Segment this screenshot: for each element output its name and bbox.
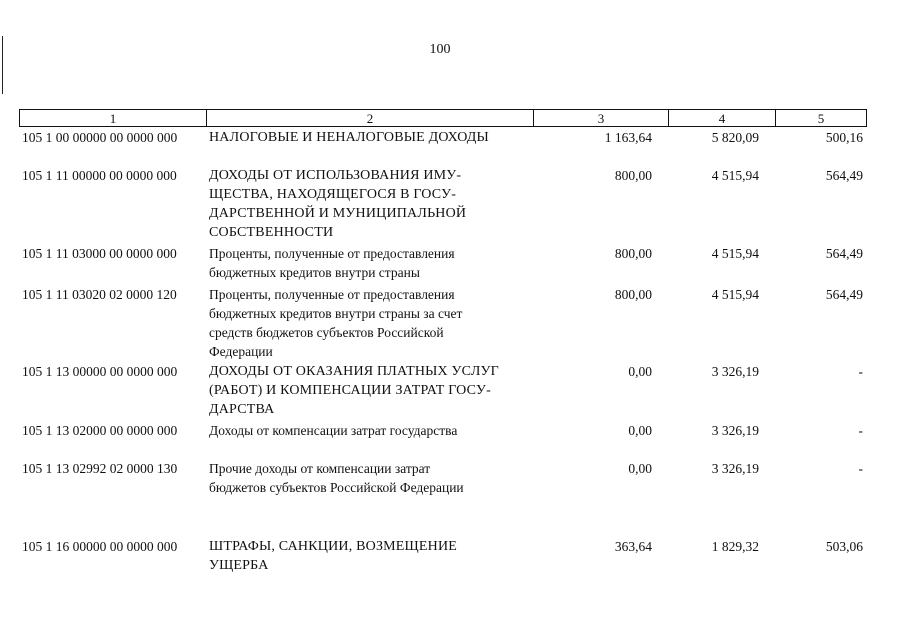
value-col-4: 3 326,19: [711, 423, 759, 438]
budget-code: 105 1 13 02992 02 0000 130: [22, 461, 178, 476]
header-col-5: 5: [776, 110, 867, 127]
revenue-name-line: бюджетов субъектов Российской Федерации: [209, 480, 464, 495]
value-col-3: 1 163,64: [604, 130, 652, 145]
value-col-3: 800,00: [614, 287, 652, 302]
header-col-4: 4: [669, 110, 776, 127]
revenue-name-line: средств бюджетов субъектов Российской: [209, 325, 444, 340]
value-col-5: -: [858, 461, 863, 476]
revenue-name-line: (РАБОТ) И КОМПЕНСАЦИИ ЗАТРАТ ГОСУ-: [209, 383, 491, 398]
budget-code: 105 1 13 00000 00 0000 000: [22, 364, 178, 379]
value-col-3: 0,00: [628, 364, 652, 379]
revenue-name-line: ШТРАФЫ, САНКЦИИ, ВОЗМЕЩЕНИЕ: [209, 539, 458, 554]
revenue-name: [209, 285, 529, 361]
revenue-name-line: Федерации: [209, 344, 273, 359]
value-col-4: 3 326,19: [711, 364, 759, 379]
page-number: 100: [429, 42, 451, 57]
revenue-name: [209, 537, 529, 575]
value-col-5: -: [858, 364, 863, 379]
revenue-name-line: УЩЕРБА: [209, 558, 269, 573]
value-col-3: 363,64: [614, 539, 652, 554]
revenue-name-line: НАЛОГОВЫЕ И НЕНАЛОГОВЫЕ ДОХОДЫ: [209, 130, 489, 145]
revenue-name-line: ДАРСТВЕННОЙ И МУНИЦИПАЛЬНОЙ: [209, 206, 467, 221]
revenue-name-line: Проценты, полученные от предоставления: [209, 246, 455, 261]
budget-code: 105 1 16 00000 00 0000 000: [22, 539, 178, 554]
budget-code: 105 1 13 02000 00 0000 000: [22, 423, 178, 438]
value-col-5: 564,49: [825, 246, 863, 261]
header-col-3: 3: [534, 110, 669, 127]
value-col-4: 4 515,94: [711, 246, 759, 261]
revenue-name-line: ЩЕСТВА, НАХОДЯЩЕГОСЯ В ГОСУ-: [209, 187, 457, 202]
revenue-name: [209, 362, 529, 419]
value-col-3: 800,00: [614, 246, 652, 261]
value-col-5: -: [858, 423, 863, 438]
revenue-name-line: ДОХОДЫ ОТ ОКАЗАНИЯ ПЛАТНЫХ УСЛУГ: [209, 364, 499, 379]
revenue-name-line: Доходы от компенсации затрат государства: [209, 423, 458, 438]
revenue-name: [209, 459, 529, 497]
revenue-name-line: ДАРСТВА: [209, 402, 275, 417]
revenue-name: [209, 421, 529, 440]
value-col-4: 3 326,19: [711, 461, 759, 476]
revenue-name: [209, 128, 529, 147]
revenue-name-line: бюджетных кредитов внутри страны за счет: [209, 306, 463, 321]
table-header: [19, 109, 867, 127]
header-col-1: 1: [20, 110, 207, 127]
revenue-name-line: Прочие доходы от компенсации затрат: [209, 461, 431, 476]
budget-code: 105 1 11 03020 02 0000 120: [22, 287, 177, 302]
revenue-name: [209, 166, 529, 242]
header-col-2: 2: [207, 110, 534, 127]
value-col-5: 564,49: [825, 287, 863, 302]
value-col-5: 564,49: [825, 168, 863, 183]
revenue-name: [209, 244, 529, 282]
value-col-3: 800,00: [614, 168, 652, 183]
budget-code: 105 1 11 03000 00 0000 000: [22, 246, 177, 261]
value-col-4: 4 515,94: [711, 168, 759, 183]
value-col-4: 5 820,09: [711, 130, 759, 145]
value-col-4: 4 515,94: [711, 287, 759, 302]
value-col-5: 503,06: [825, 539, 863, 554]
budget-code: 105 1 00 00000 00 0000 000: [22, 130, 178, 145]
revenue-name-line: Проценты, полученные от предоставления: [209, 287, 455, 302]
value-col-3: 0,00: [628, 461, 652, 476]
budget-code: 105 1 11 00000 00 0000 000: [22, 168, 177, 183]
value-col-5: 500,16: [825, 130, 863, 145]
revenue-name-line: бюджетных кредитов внутри страны: [209, 265, 420, 280]
revenue-name-line: СОБСТВЕННОСТИ: [209, 225, 334, 240]
revenue-name-line: ДОХОДЫ ОТ ИСПОЛЬЗОВАНИЯ ИМУ-: [209, 168, 462, 183]
value-col-3: 0,00: [628, 423, 652, 438]
value-col-4: 1 829,32: [711, 539, 759, 554]
